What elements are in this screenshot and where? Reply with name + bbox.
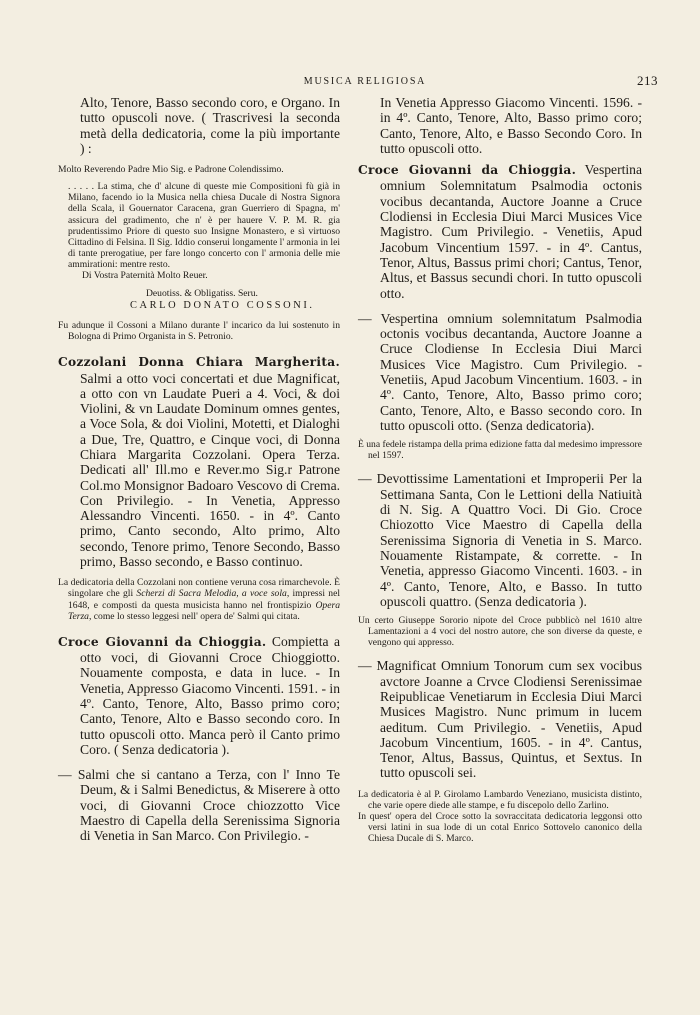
entry-croce-1 xyxy=(58,634,340,757)
note-title-italic: Opera Terza xyxy=(68,599,340,622)
entry-vespertina: — Vespertina omnium solemnitatum Psalmodia octonis vocibus decantanda, Auctore Joanne a Cruce Clodiense In Ecclesia Diui Marci Musices Vice Magistro. Cum Privilegio. - Venetiis, Apud Jacobum Vincentium. 1603. - in 4º. Canto, Tenore, Alto, Basso primo coro; Canto, Tenore, Alto, e Basso secondo coro. In tutto opuscoli otto. (Senza dedicatoria). xyxy=(358,310,642,433)
running-head-title: MUSICA RELIGIOSA xyxy=(303,76,427,87)
note-cossoni: Fu adunque il Cossoni a Milano durante l' incarico da lui sostenuto in Bologna di Primo Organista in S. Petronio. xyxy=(58,320,340,343)
page-number: 213 xyxy=(637,73,658,88)
note-sottovelo: In quest' opera del Croce sotto la sovraccitata dedicatoria leggonsi otto versi latini in sua lode di un cotal Enrico Sottovelo canonico della Chiesa Ducale di S. Marco. xyxy=(358,810,642,845)
letter-body: . . . . . La stima, che d' alcune di queste mie Compositioni fù già in Milano, facendo io la Musica nella chiesa Ducale di Nostra Signora della Scala, il Gouernator Caracena, gran Guerriero di Spagna, m' assicura del gradimento, che n' è per hauere V. P. M. R. gia prudentissimo Priore di questo suo Insigne Monastero, e sì virtuoso Cittadino di Felsina. Il Sig. Iddio conserui longamente l' armonia in lei di tante prerogatiue, per fare longo concerto con l' armonia delle mie ammirationi: mentre resto. xyxy=(68,181,340,270)
note-text: , come lo stesso leggesi nell' opera de' Salmi qui citata. xyxy=(88,610,300,622)
note-cozzolani xyxy=(58,577,340,621)
note-text: La dedicatoria della Cozzolani non contiene veruna cosa rimarchevole. È singolare che gli xyxy=(58,577,340,600)
entry-body: Salmi a otto voci concertati et due Magnificat, a otto con vn Laudate Pueri a 4. Voci, & doi Violini, & vn Laudate Dominum omnes gentes, a Voce Sola, & doi Violini, Motetti, et Dialoghi a Due, Tre, Quattro, e Cinque voci, di Donna Chiara Margarita Cozzolani. Opera Terza. Dedicati all' Ill.mo e Rever.mo Sig.r Patrone Col.mo Monsignor Badoaro Vescovo di Crema. Con Privilegio. - In Venetia, Appresso Alessandro Vincenti. 1650. - in 4º. Canto primo, Canto secondo, Alto primo, Alto secondo, Tenore primo, Tenore Secondo, Basso primo, Basso secondo, e Basso continuo. xyxy=(80,370,340,570)
entry-heading: Croce Giovanni da Chioggia. xyxy=(358,163,577,178)
entry-heading: Croce Giovanni da Chioggia. xyxy=(58,634,267,649)
paragraph-continuation: In Venetia Appresso Giacomo Vincenti. 1596. - in 4º. Canto, Tenore, Alto, Basso primo coro; Canto, Tenore, Alto, e Basso Secondo Coro. In tutto opuscoli otto. xyxy=(380,95,642,156)
entry-lamentationi: — Devottissime Lamentationi et Improperii Per la Settimana Santa, Con le Lettioni della Natiuità di N. Sig. A Quattro Voci. Di Gio. Croce Chiozotto Vice Maestro di Capella della Serenissima Signoria di Venetia in S. Marco. Nouamente Ristampate, & corrette. - In Venetia, appresso Giacomo Vincenti. 1603. - in 4º. Canto, Tenore, Alto, e Basso. In tutto opuscoli quattro. (Senza dedicatoria ). xyxy=(358,471,642,609)
entry-body: Vespertina omnium Solemnitatum Psalmodia octonis vocibus decantanda, Auctore Joanne a Cruce Clodiensi in Ecclesia Diui Marci Musices Vice Magistro. Cum Privilegio. - Venetiis, Apud Jacobum Vincentium 1597. - in 4º. Cantus, Tenor, Altus, Bassus primi chori; Cantus, Tenor, Altus, et Bassus secundi chori. In tutto opuscoli otto. xyxy=(380,162,642,301)
left-column xyxy=(58,95,340,844)
entry-body: Compietta a otto voci, di Giovanni Croce Chioggiotto. Nouamente composta, e data in luce. - In Venetia, Appresso Giacomo Vincenti. 1591. - in 4º. Canto, Tenore, Alto, Basso primo coro; Canto, Tenore, Alto e Basso secondo coro. In tutto opuscoli otto. Manca però il Canto primo Coro. ( Senza dedicatoria ). xyxy=(80,633,340,757)
note-text: , impressi nel 1648, e composti da questa musicista hanno nel frontispizio xyxy=(68,588,340,611)
paragraph-continuation: Alto, Tenore, Basso secondo coro, e Organo. In tutto opuscoli nove. ( Trascrivesi la seconda metà della dedicatoria, come la più importante ) : xyxy=(80,95,340,156)
signature-line: Deuotiss. & Obligatiss. Seru. xyxy=(146,288,258,300)
entry-magnificat: — Magnificat Omnium Tonorum cum sex vocibus avctore Joanne a Crvce Clodiensi Serenissimae Reipublicae Venetiarum in Ecclesia Diui Marci Musices Magistro. Nunc primum in lucem aeditum. Cum Privilegio. - Venetiis, Apud Jacobum Vincentium, 1605. - in 4º. Cantus, Tenor, Altus, Bassus, Quintus, et Sextus. In tutto opuscoli sei. xyxy=(358,658,642,781)
note-title-italic: Scherzi di Sacra Melodia, a voce sola xyxy=(136,588,287,600)
note-sororio: Un certo Giuseppe Sororio nipote del Croce pubblicò nel 1610 altre Lamentazioni a 4 voci del nostro autore, che son diverse da queste, e vengono qui appresso. xyxy=(358,615,642,649)
letter-close: Di Vostra Paternità Molto Reuer. xyxy=(82,270,208,282)
signature-name: CARLO DONATO COSSONI. xyxy=(130,300,315,312)
note-ristampa: È una fedele ristampa della prima edizione fatta dal medesimo impressore nel 1597. xyxy=(358,439,642,462)
entry-croce-2 xyxy=(358,162,642,301)
right-column xyxy=(358,95,642,844)
letter-salutation: Molto Reverendo Padre Mio Sig. e Padrone Colendissimo. xyxy=(58,164,284,176)
note-lambardo: La dedicatoria è al P. Girolamo Lambardo Veneziano, musicista distinto, che varie opere diede alle stampe, e fu discepolo dello Zarlino. xyxy=(358,788,642,811)
entry-heading: Cozzolani Donna Chiara Margherita. xyxy=(58,355,340,370)
entry-salmi: — Salmi che si cantano a Terza, con l' Inno Te Deum, & i Salmi Benedictus, & Miserere à otto voci, di Giovanni Croce chiozzotto Vice Maestro di Capella della Serenissima Signoria di Venetia in San Marco. Con Privilegio. - xyxy=(58,767,340,844)
entry-cozzolani xyxy=(58,354,340,569)
